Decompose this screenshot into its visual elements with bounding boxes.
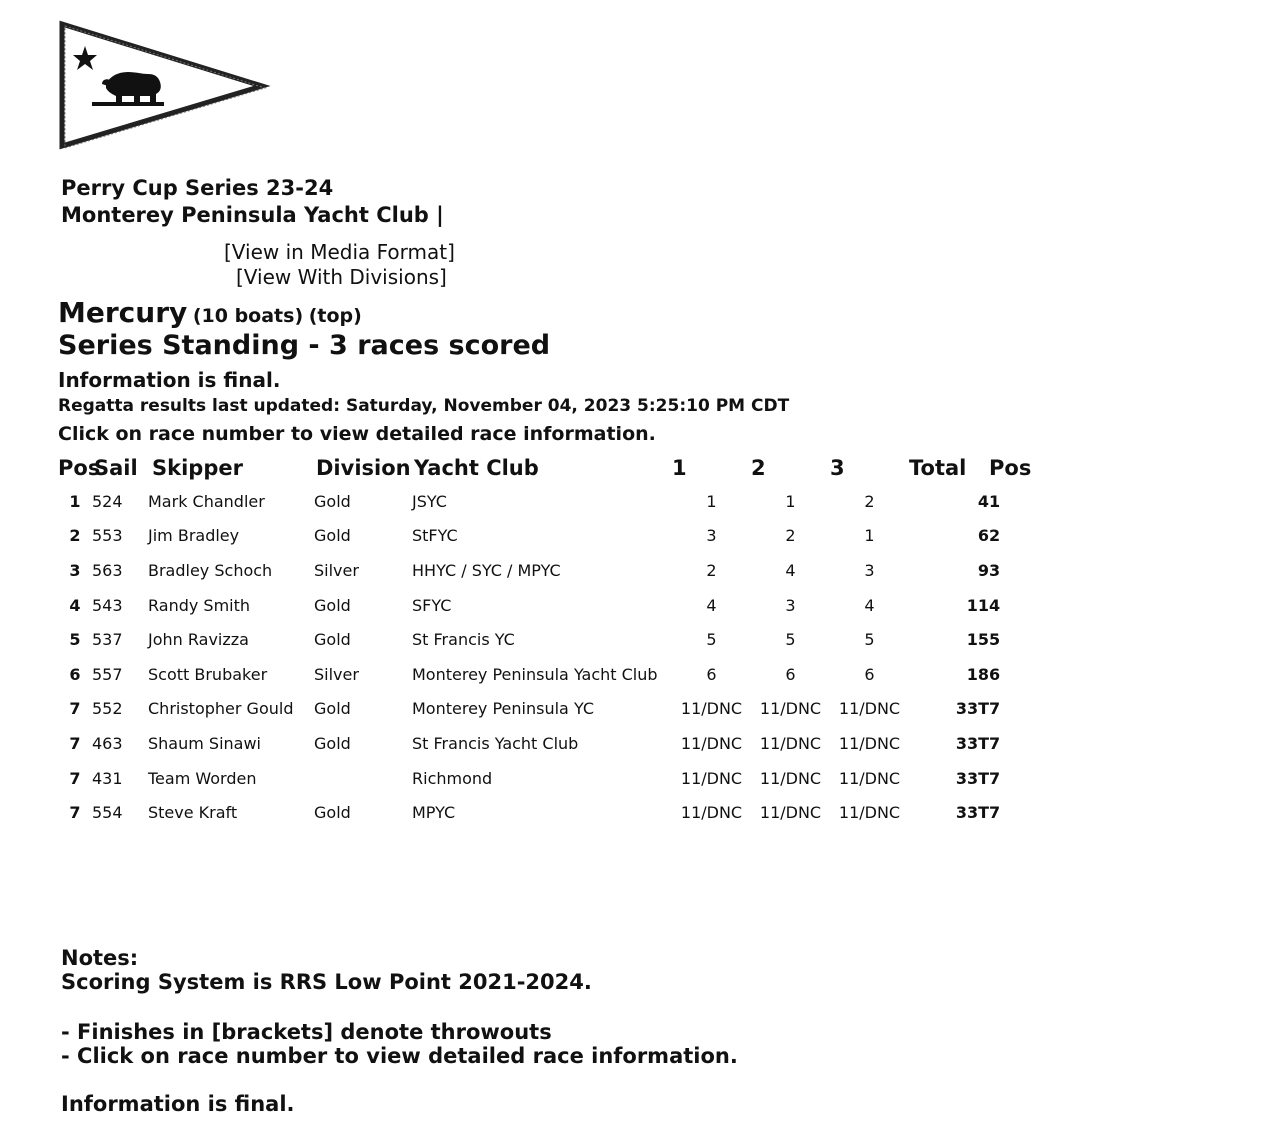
row-skipper: Bradley Schoch xyxy=(148,560,273,580)
row-race-3: 11/DNC xyxy=(838,733,901,753)
row-total: 33T xyxy=(955,768,989,788)
header-sail: Sail xyxy=(94,456,138,480)
header-total: Total xyxy=(909,456,967,480)
row-series-pos: 1 xyxy=(989,491,1001,511)
fleet-heading xyxy=(58,296,362,329)
click-hint-text: Click on race number to view detailed race information. xyxy=(58,423,656,445)
row-race-3: 11/DNC xyxy=(838,803,901,823)
row-pos: 7 xyxy=(69,733,81,753)
row-race-3: 1 xyxy=(864,526,875,546)
table-row xyxy=(58,622,1058,657)
notes-scoring-system: Scoring System is RRS Low Point 2021-2024. xyxy=(61,970,592,994)
row-yacht-club: Monterey Peninsula Yacht Club xyxy=(412,664,658,684)
row-pos: 5 xyxy=(69,630,81,650)
row-sail: 557 xyxy=(92,664,123,684)
row-race-1: 5 xyxy=(706,630,717,650)
row-sail: 553 xyxy=(92,526,123,546)
row-division: Gold xyxy=(314,733,351,753)
results-table xyxy=(58,452,1058,830)
row-pos: 3 xyxy=(69,560,81,580)
row-pos: 4 xyxy=(69,595,81,615)
row-division: Gold xyxy=(314,630,351,650)
row-pos: 7 xyxy=(69,803,81,823)
header-series-pos: Pos xyxy=(989,456,1032,480)
row-yacht-club: StFYC xyxy=(412,526,458,546)
notes-heading: Notes: xyxy=(61,946,139,970)
row-race-2: 6 xyxy=(785,664,796,684)
notes-throwouts: - Finishes in [brackets] denote throwouts xyxy=(61,1020,552,1044)
row-skipper: Mark Chandler xyxy=(148,491,265,511)
table-row xyxy=(58,761,1058,796)
row-division: Gold xyxy=(314,699,351,719)
row-race-1: 2 xyxy=(706,560,717,580)
row-race-3: 4 xyxy=(864,595,875,615)
row-skipper: Randy Smith xyxy=(148,595,251,615)
info-final-text: Information is final. xyxy=(58,368,281,392)
header-skipper: Skipper xyxy=(152,456,243,480)
row-series-pos: 7 xyxy=(989,768,1001,788)
row-skipper: Shaum Sinawi xyxy=(148,733,261,753)
row-race-1: 1 xyxy=(706,491,717,511)
last-updated-text: Regatta results last updated: Saturday, November 04, 2023 5:25:10 PM CDT xyxy=(58,396,790,416)
row-series-pos: 3 xyxy=(989,560,1001,580)
row-total: 18 xyxy=(966,664,989,684)
view-media-format-link[interactable]: [View in Media Format] xyxy=(224,240,455,264)
row-yacht-club: SFYC xyxy=(412,595,452,615)
notes-info-final: Information is final. xyxy=(61,1092,295,1116)
row-total: 6 xyxy=(977,526,989,546)
notes-click-hint: - Click on race number to view detailed race information. xyxy=(61,1044,738,1068)
header-yacht-club: Yacht Club xyxy=(414,456,539,480)
row-total: 11 xyxy=(966,595,989,615)
row-series-pos: 2 xyxy=(989,526,1001,546)
top-link[interactable]: (top) xyxy=(308,305,362,327)
row-sail: 431 xyxy=(92,768,123,788)
row-race-1: 4 xyxy=(706,595,717,615)
table-row xyxy=(58,692,1058,727)
row-race-2: 11/DNC xyxy=(759,768,822,788)
table-row xyxy=(58,519,1058,554)
row-race-2: 2 xyxy=(785,526,796,546)
table-row xyxy=(58,588,1058,623)
row-sail: 537 xyxy=(92,630,123,650)
row-total: 33T xyxy=(955,803,989,823)
row-race-2: 11/DNC xyxy=(759,803,822,823)
table-row xyxy=(58,726,1058,761)
row-race-3: 5 xyxy=(864,630,875,650)
row-race-3: 2 xyxy=(864,491,875,511)
row-division: Silver xyxy=(314,664,359,684)
row-race-2: 3 xyxy=(785,595,796,615)
row-pos: 7 xyxy=(69,768,81,788)
row-race-2: 5 xyxy=(785,630,796,650)
header-race-1[interactable]: 1 xyxy=(672,456,687,480)
row-total: 9 xyxy=(977,560,989,580)
header-pos: Pos xyxy=(58,456,101,480)
row-division: Gold xyxy=(314,491,351,511)
fleet-boat-count: (10 boats) xyxy=(192,305,304,327)
row-pos: 2 xyxy=(69,526,81,546)
row-sail: 552 xyxy=(92,699,123,719)
row-skipper: John Ravizza xyxy=(148,630,249,650)
table-row xyxy=(58,484,1058,519)
row-race-1: 11/DNC xyxy=(680,733,743,753)
row-yacht-club: MPYC xyxy=(412,803,456,823)
row-series-pos: 5 xyxy=(989,630,1001,650)
table-row xyxy=(58,657,1058,692)
view-with-divisions-link[interactable]: [View With Divisions] xyxy=(236,265,447,289)
row-yacht-club: Monterey Peninsula YC xyxy=(412,699,595,719)
row-sail: 524 xyxy=(92,491,123,511)
row-skipper: Scott Brubaker xyxy=(148,664,268,684)
row-series-pos: 7 xyxy=(989,699,1001,719)
row-race-2: 4 xyxy=(785,560,796,580)
row-sail: 463 xyxy=(92,733,123,753)
row-series-pos: 6 xyxy=(989,664,1001,684)
row-race-1: 11/DNC xyxy=(680,699,743,719)
table-header-row xyxy=(58,452,1058,484)
row-sail: 543 xyxy=(92,595,123,615)
row-race-2: 11/DNC xyxy=(759,699,822,719)
row-yacht-club: Richmond xyxy=(412,768,493,788)
fleet-name: Mercury xyxy=(58,296,188,329)
row-yacht-club: St Francis Yacht Club xyxy=(412,733,579,753)
row-race-1: 6 xyxy=(706,664,717,684)
header-division: Division xyxy=(316,456,411,480)
row-division: Gold xyxy=(314,526,351,546)
row-division: Gold xyxy=(314,803,351,823)
header-race-2[interactable]: 2 xyxy=(751,456,766,480)
row-race-1: 11/DNC xyxy=(680,803,743,823)
row-race-2: 1 xyxy=(785,491,796,511)
row-sail: 563 xyxy=(92,560,123,580)
row-total: 33T xyxy=(955,733,989,753)
row-series-pos: 7 xyxy=(989,803,1001,823)
series-title: Perry Cup Series 23-24 xyxy=(61,176,334,200)
row-series-pos: 7 xyxy=(989,733,1001,753)
row-yacht-club: St Francis YC xyxy=(412,630,515,650)
header-race-3[interactable]: 3 xyxy=(830,456,845,480)
row-yacht-club: JSYC xyxy=(412,491,447,511)
row-skipper: Steve Kraft xyxy=(148,803,238,823)
row-race-3: 11/DNC xyxy=(838,699,901,719)
row-race-3: 3 xyxy=(864,560,875,580)
row-race-1: 11/DNC xyxy=(680,768,743,788)
row-skipper: Christopher Gould xyxy=(148,699,294,719)
club-name: Monterey Peninsula Yacht Club | xyxy=(61,203,444,227)
row-total: 15 xyxy=(966,630,989,650)
row-total: 4 xyxy=(977,491,989,511)
row-total: 33T xyxy=(955,699,989,719)
row-pos: 7 xyxy=(69,699,81,719)
row-yacht-club: HHYC / SYC / MPYC xyxy=(412,560,561,580)
row-race-2: 11/DNC xyxy=(759,733,822,753)
row-race-1: 3 xyxy=(706,526,717,546)
table-row xyxy=(58,553,1058,588)
row-skipper: Jim Bradley xyxy=(148,526,240,546)
row-series-pos: 4 xyxy=(989,595,1001,615)
row-pos: 6 xyxy=(69,664,81,684)
row-skipper: Team Worden xyxy=(148,768,257,788)
row-race-3: 6 xyxy=(864,664,875,684)
row-race-3: 11/DNC xyxy=(838,768,901,788)
row-pos: 1 xyxy=(69,491,81,511)
club-burgee-logo-icon xyxy=(56,20,268,152)
row-division: Silver xyxy=(314,560,359,580)
row-sail: 554 xyxy=(92,803,123,823)
table-row xyxy=(58,795,1058,830)
row-division xyxy=(314,761,412,796)
row-division: Gold xyxy=(314,595,351,615)
series-standing-title: Series Standing - 3 races scored xyxy=(58,330,551,361)
